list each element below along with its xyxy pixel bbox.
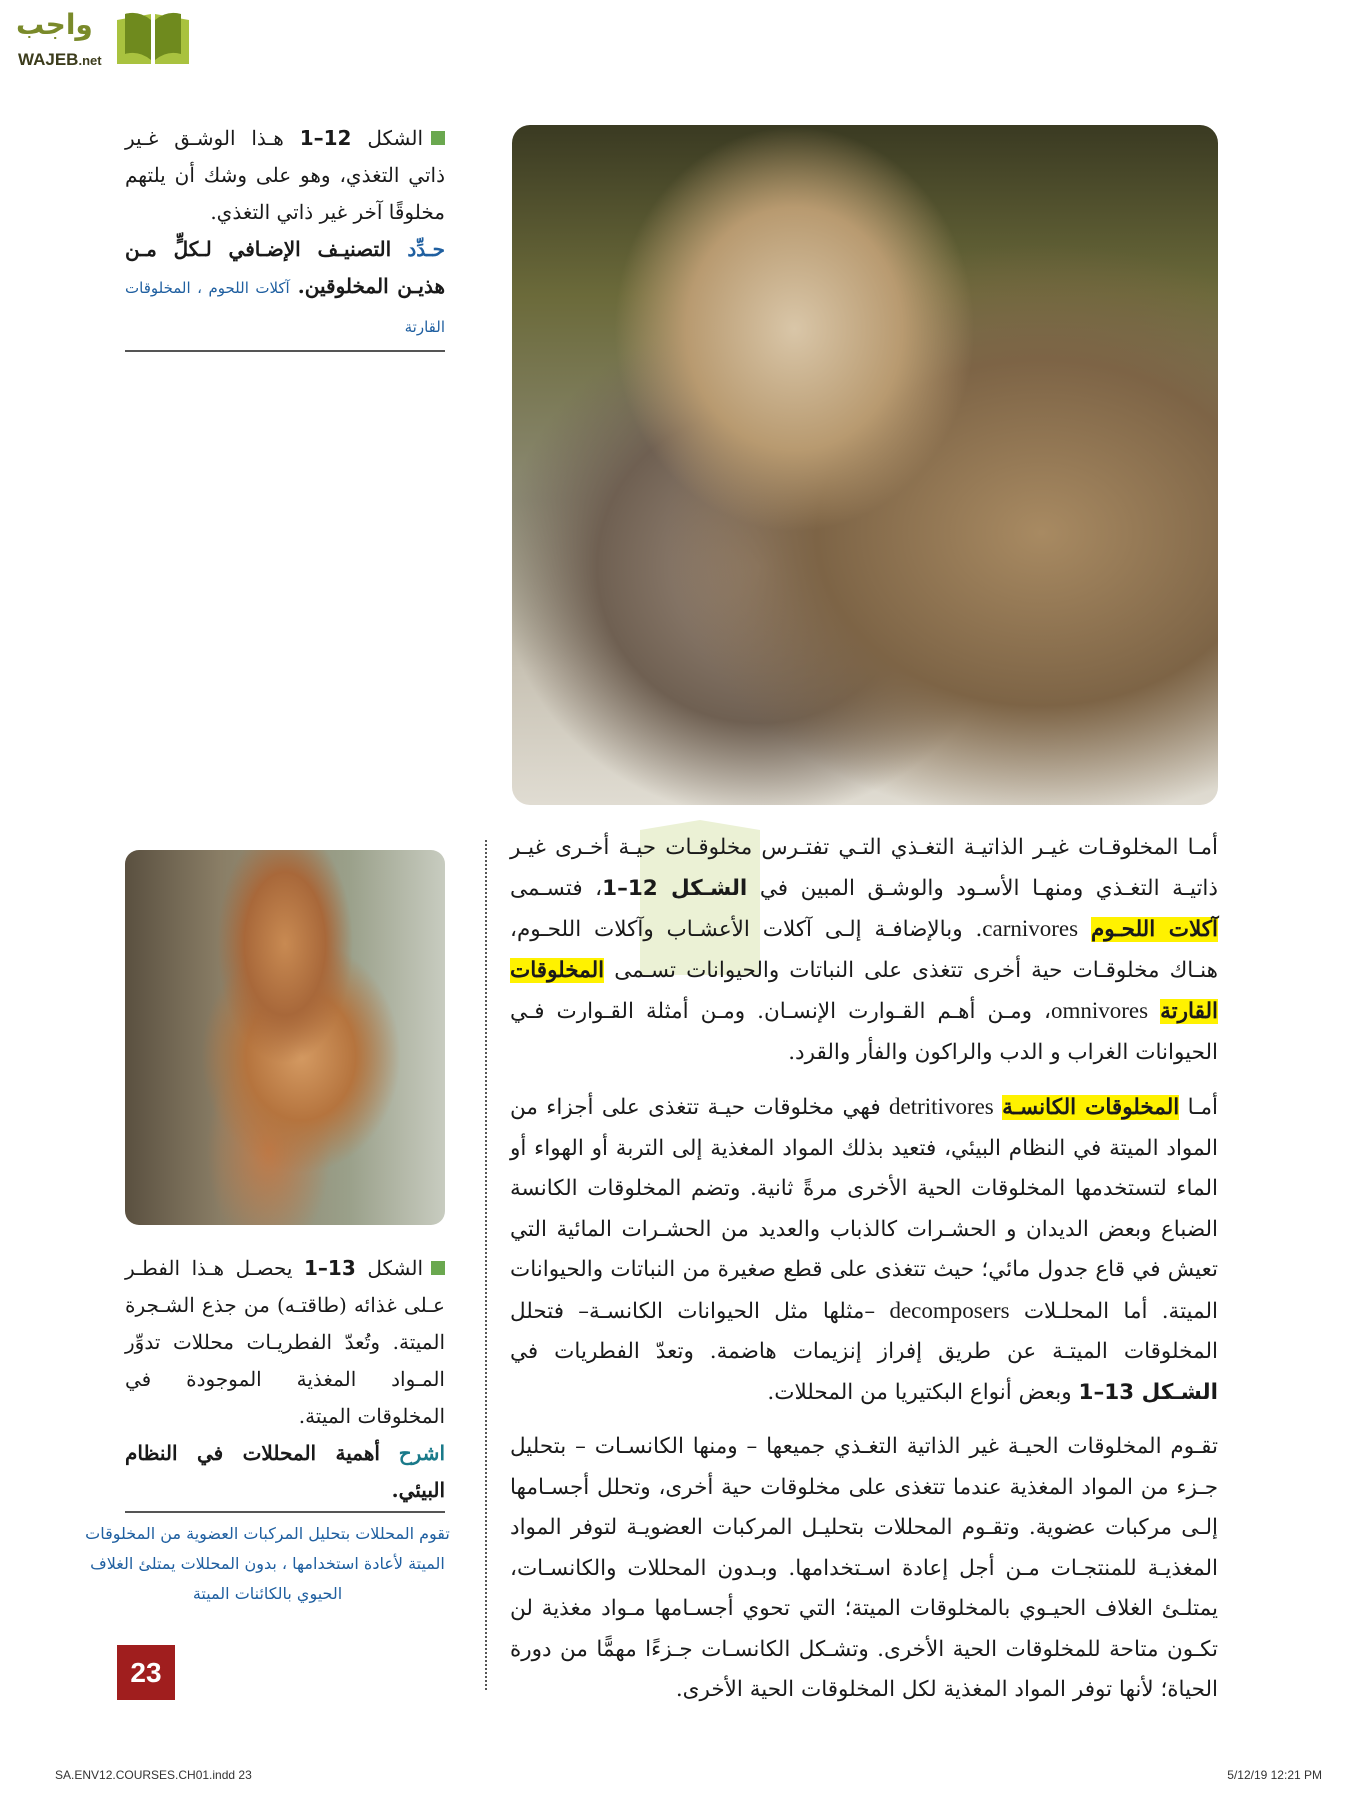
page-number: 23: [117, 1645, 175, 1700]
marker-square-icon: [431, 1261, 445, 1275]
question-verb: اشرح: [398, 1441, 445, 1465]
highlight-term: آكلات اللحـوم: [1090, 917, 1218, 942]
marker-square-icon: [431, 131, 445, 145]
figure-text: يحصـل هـذا الفطـر عـلى غذائه (طاقتـه) من جذع الشـجرة الميتة. وتُعدّ الفطريـات محللات تدوِّر المـواد المغذية الموجودة في المخلوقات الميتة.: [125, 1256, 445, 1428]
paragraph-3: تقـوم المخلوقات الحيـة غير الذاتية التغـذي جميعها – ومنها الكانسـات – بتحليل جـزء من المواد المغذية عندما تتغذى على مخلوقات حية أخرى، وتحلل أجسـامها إلـى مركبات عضوية. وتقـوم المحللات بتحليـل المركبات العضويـة لتوفر المواد المغذيـة للمنتجـات مـن أجل إعادة اسـتخدامها. وبـدون المحللات والكانسـات، يمتلـئ الغلاف الحيـوي بالمخلوقات الميتة؛ التي تحوي أجسـامها مـواد مغذية لن تكـون متاحة للمخلوقات الحية الأخرى. وتشـكل الكانسـات جـزءًا مهمًّا من دورة الحياة؛ لأنها توفر المواد المغذية لكل المخلوقات الحية الأخرى.: [510, 1434, 1218, 1702]
footer-file: SA.ENV12.COURSES.CH01.indd 23: [55, 1768, 252, 1782]
caption-rule: [125, 350, 445, 352]
caption-rule: [125, 1511, 445, 1513]
column-divider: [485, 840, 487, 1690]
logo-latin: WAJEB.net: [18, 50, 102, 69]
figure-text: هـذا الوشـق غـير ذاتي التغذي، وهو على وشك أن يلتهم مخلوقًا آخر غير ذاتي التغذي.: [125, 126, 445, 224]
logo-arabic: واجب: [16, 8, 93, 41]
paragraph-2: أمـا المخلوقات الكانسـة detritivores فهي مخلوقات حيـة تتغذى على أجزاء من المواد الميتة في النظام البيئي، فتعيد بذلك المواد المغذية إلى التربة أو الهواء أو الماء لتستخدمها المخلوقات الحية الأخرى مرةً ثانية. وتضم المخلوقات الكانسة الضباع وبعض الديدان و الحشـرات كالذباب والعديد من الحشـرات المائية التي تعيش في قاع جدول مائي؛ حيث تتغذى على قطع صغيرة من النباتات والحيوانات الميتة. أما المحلـلات decomposers –مثلها مثل الحيوانات الكانسـة– فتحلل المخلوقات الميتـة عن طريق إفراز إنزيمات هاضمة. وتعدّ الفطريات في الشـكل 13–1 وبعض أنواع البكتيريا من المحللات.: [510, 1094, 1218, 1405]
figure-label: الشكل: [367, 1256, 423, 1280]
figure-12-caption: [125, 120, 445, 352]
paragraph-1: أمـا المخلوقـات غيـر الذاتيـة التغـذي التـي تفتـرس مخلوقـات حيـة أخـرى غيـر ذاتيـة التغـذي ومنهـا الأسـود والوشـق المبين في الشـكل 12–1، فتسـمى آكلات اللحـوم carnivores. وبالإضافـة إلـى آكلات الأعشـاب وآكلات اللحـوم، هنـاك مخلوقـات حية أخرى تتغذى على النباتات والحيوانات تسـمى المخلوقات القارتة omnivores، ومـن أهـم القـوارت الإنسـان. ومـن أمثلة القـوارت فـي الحيوانات الغراب و الدب والراكون والفأر والقرد.: [510, 835, 1218, 1065]
figure-number: 12–1: [299, 126, 352, 150]
answer-text: تقوم المحللات بتحليل المركبات العضوية من المخلوقات الميتة لأعادة استخدامها ، بدون المحللات يمتلئ الغلاف الحيوي بالكائنات الميتة: [85, 1524, 450, 1603]
figure-13-caption: [85, 1250, 450, 1609]
question-verb: حـدِّد: [407, 237, 445, 261]
mushroom-photo: [125, 850, 445, 1225]
figure-number: 13–1: [304, 1256, 356, 1280]
bobcat-photo: [512, 125, 1218, 805]
main-text: [510, 828, 1218, 1725]
wajeb-logo[interactable]: [10, 8, 190, 72]
figure-label: الشكل: [367, 126, 424, 150]
question-text: أهمية المحللات في النظام البيئي.: [125, 1441, 445, 1502]
question-text: التصنيـف الإضـافي لـكلٍّ مـن هذيـن المخلوقين.: [125, 237, 445, 298]
highlight-term: المخلوقات الكانسـة: [1002, 1095, 1180, 1120]
highlight-term: المخلوقات القارتة: [510, 957, 1218, 1024]
book-icon: [115, 10, 191, 66]
answer-text: آكلات اللحوم ، المخلوقات القارتة: [125, 279, 445, 336]
footer-date: 5/12/19 12:21 PM: [1227, 1768, 1322, 1782]
